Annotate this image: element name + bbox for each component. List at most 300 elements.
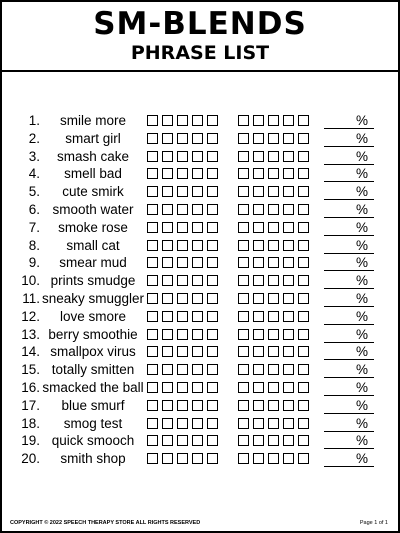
trial-checkbox[interactable]	[207, 186, 218, 197]
trial-checkbox-group	[238, 275, 313, 287]
trial-checkbox[interactable]	[283, 346, 294, 357]
trial-checkbox[interactable]	[253, 275, 264, 286]
trial-checkbox[interactable]	[298, 382, 309, 393]
item-number: 20.	[21, 451, 40, 467]
trial-checkbox-group	[147, 364, 222, 376]
trial-checkbox[interactable]	[298, 293, 309, 304]
trial-checkbox-group	[238, 311, 313, 323]
trial-checkbox-group	[238, 257, 313, 269]
trial-checkbox[interactable]	[298, 168, 309, 179]
item-number: 10.	[21, 273, 40, 289]
trial-checkbox[interactable]	[147, 453, 158, 464]
trial-checkbox[interactable]	[238, 382, 249, 393]
trial-checkbox[interactable]	[268, 133, 279, 144]
trial-checkbox[interactable]	[268, 257, 279, 268]
trial-checkbox[interactable]	[177, 186, 188, 197]
trial-checkbox[interactable]	[207, 435, 218, 446]
trial-checkbox[interactable]	[253, 418, 264, 429]
trial-checkbox-group	[238, 222, 313, 234]
trial-checkbox[interactable]	[253, 435, 264, 446]
trial-checkbox[interactable]	[162, 204, 173, 215]
trial-checkbox[interactable]	[298, 222, 309, 233]
item-number: 3.	[28, 148, 40, 164]
trial-checkbox[interactable]	[177, 168, 188, 179]
trial-checkbox[interactable]	[177, 204, 188, 215]
trial-checkbox[interactable]	[238, 364, 249, 375]
trial-checkbox[interactable]	[253, 186, 264, 197]
trial-checkbox[interactable]	[192, 240, 203, 251]
trial-checkbox[interactable]	[147, 133, 158, 144]
item-number: 15.	[21, 362, 40, 378]
trial-checkbox[interactable]	[283, 382, 294, 393]
trial-checkbox[interactable]	[162, 418, 173, 429]
trial-checkbox[interactable]	[253, 151, 264, 162]
item-number: 19.	[21, 433, 40, 449]
phrase-row	[2, 112, 398, 130]
phrase-text: blue smurf	[61, 397, 125, 413]
percent-symbol: %	[355, 433, 368, 449]
trial-checkbox[interactable]	[268, 382, 279, 393]
phrase-row	[2, 308, 398, 326]
trial-checkbox[interactable]	[177, 240, 188, 251]
phrase-text: smile more	[59, 113, 126, 128]
trial-checkbox[interactable]	[207, 240, 218, 251]
trial-checkbox[interactable]	[147, 115, 158, 126]
trial-checkbox[interactable]	[147, 400, 158, 411]
trial-checkbox[interactable]	[207, 364, 218, 375]
trial-checkbox[interactable]	[238, 453, 249, 464]
trial-checkbox[interactable]	[253, 346, 264, 357]
trial-checkbox[interactable]	[177, 453, 188, 464]
page-subtitle: PHRASE LIST	[130, 42, 270, 64]
trial-checkbox[interactable]	[298, 329, 309, 340]
phrase-row	[2, 130, 398, 148]
item-number: 14.	[21, 344, 40, 360]
item-number: 13.	[21, 326, 40, 342]
trial-checkbox[interactable]	[192, 346, 203, 357]
trial-checkbox[interactable]	[147, 204, 158, 215]
phrase-text: cute smirk	[62, 184, 124, 200]
trial-checkbox-group	[238, 133, 313, 145]
item-number: 16.	[21, 380, 40, 395]
percent-symbol: %	[355, 397, 368, 413]
phrase-text: sneaky smuggler	[42, 291, 145, 306]
trial-checkbox[interactable]	[238, 133, 249, 144]
trial-checkbox[interactable]	[238, 400, 249, 411]
trial-checkbox[interactable]	[162, 222, 173, 233]
trial-checkbox[interactable]	[162, 168, 173, 179]
trial-checkbox[interactable]	[177, 293, 188, 304]
trial-checkbox[interactable]	[238, 240, 249, 251]
trial-checkbox[interactable]	[298, 453, 309, 464]
trial-checkbox[interactable]	[162, 400, 173, 411]
trial-checkbox-group	[238, 346, 313, 358]
phrase-text: smell bad	[64, 166, 122, 182]
trial-checkbox-group	[238, 435, 313, 447]
trial-checkbox[interactable]	[207, 453, 218, 464]
trial-checkbox[interactable]	[268, 435, 279, 446]
trial-checkbox[interactable]	[268, 453, 279, 464]
phrase-text: berry smoothie	[48, 326, 138, 342]
trial-checkbox[interactable]	[238, 435, 249, 446]
trial-checkbox[interactable]	[283, 240, 294, 251]
phrase-text: prints smudge	[50, 273, 136, 289]
trial-checkbox[interactable]	[283, 168, 294, 179]
trial-checkbox[interactable]	[177, 364, 188, 375]
trial-checkbox[interactable]	[253, 382, 264, 393]
trial-checkbox[interactable]	[283, 418, 294, 429]
trial-checkbox[interactable]	[192, 222, 203, 233]
phrase-row	[2, 219, 398, 237]
trial-checkbox[interactable]	[162, 186, 173, 197]
trial-checkbox[interactable]	[177, 115, 188, 126]
percent-symbol: %	[355, 184, 368, 200]
trial-checkbox-group	[147, 453, 222, 465]
trial-checkbox[interactable]	[162, 435, 173, 446]
trial-checkbox[interactable]	[253, 204, 264, 215]
trial-checkbox[interactable]	[207, 151, 218, 162]
trial-checkbox[interactable]	[268, 311, 279, 322]
trial-checkbox[interactable]	[177, 311, 188, 322]
trial-checkbox[interactable]	[162, 329, 173, 340]
trial-checkbox[interactable]	[207, 293, 218, 304]
trial-checkbox[interactable]	[192, 186, 203, 197]
percent-symbol: %	[355, 273, 368, 289]
phrase-text: smash cake	[56, 148, 130, 164]
trial-checkbox[interactable]	[298, 133, 309, 144]
trial-checkbox-group	[238, 364, 313, 376]
trial-checkbox[interactable]	[162, 364, 173, 375]
phrase-row	[2, 290, 398, 308]
trial-checkbox[interactable]	[147, 329, 158, 340]
trial-checkbox[interactable]	[192, 311, 203, 322]
trial-checkbox[interactable]	[147, 435, 158, 446]
percent-symbol: %	[355, 219, 368, 235]
trial-checkbox[interactable]	[268, 329, 279, 340]
trial-checkbox-group	[147, 293, 222, 305]
item-number: 5.	[28, 184, 40, 200]
trial-checkbox[interactable]	[283, 222, 294, 233]
trial-checkbox[interactable]	[147, 151, 158, 162]
trial-checkbox[interactable]	[268, 293, 279, 304]
trial-checkbox[interactable]	[177, 400, 188, 411]
trial-checkbox[interactable]	[177, 257, 188, 268]
trial-checkbox[interactable]	[298, 435, 309, 446]
page-title: SM-BLENDS	[93, 6, 307, 42]
trial-checkbox-group	[147, 133, 222, 145]
trial-checkbox-group	[147, 186, 222, 198]
percent-symbol: %	[355, 166, 368, 182]
phrase-row	[2, 432, 398, 450]
trial-checkbox[interactable]	[207, 257, 218, 268]
trial-checkbox[interactable]	[298, 204, 309, 215]
trial-checkbox[interactable]	[147, 293, 158, 304]
trial-checkbox[interactable]	[283, 186, 294, 197]
trial-checkbox[interactable]	[147, 311, 158, 322]
phrase-text: smoke rose	[58, 219, 128, 235]
trial-checkbox[interactable]	[177, 329, 188, 340]
trial-checkbox[interactable]	[268, 346, 279, 357]
trial-checkbox[interactable]	[268, 400, 279, 411]
item-number: 18.	[21, 415, 40, 431]
trial-checkbox[interactable]	[283, 151, 294, 162]
trial-checkbox[interactable]	[298, 364, 309, 375]
trial-checkbox[interactable]	[253, 293, 264, 304]
trial-checkbox[interactable]	[162, 382, 173, 393]
trial-checkbox-group	[147, 329, 222, 341]
trial-checkbox[interactable]	[192, 275, 203, 286]
trial-checkbox[interactable]	[177, 275, 188, 286]
trial-checkbox[interactable]	[207, 168, 218, 179]
percent-symbol: %	[355, 148, 368, 164]
percent-symbol: %	[355, 113, 368, 128]
trial-checkbox[interactable]	[238, 186, 249, 197]
trial-checkbox[interactable]	[177, 222, 188, 233]
trial-checkbox[interactable]	[268, 186, 279, 197]
trial-checkbox[interactable]	[162, 311, 173, 322]
trial-checkbox[interactable]	[207, 204, 218, 215]
phrase-row	[2, 450, 398, 468]
phrase-row	[2, 237, 398, 255]
trial-checkbox[interactable]	[298, 257, 309, 268]
trial-checkbox[interactable]	[238, 151, 249, 162]
trial-checkbox[interactable]	[207, 222, 218, 233]
phrase-text: smog test	[63, 415, 123, 431]
phrase-text: small cat	[66, 237, 120, 253]
trial-checkbox[interactable]	[253, 168, 264, 179]
percent-symbol: %	[355, 326, 368, 342]
percent-symbol: %	[355, 255, 368, 271]
trial-checkbox[interactable]	[268, 204, 279, 215]
trial-checkbox-group	[147, 222, 222, 234]
trial-checkbox-group	[147, 346, 222, 358]
trial-checkbox[interactable]	[268, 364, 279, 375]
phrase-row	[2, 148, 398, 166]
trial-checkbox-group	[238, 329, 313, 341]
trial-checkbox[interactable]	[283, 400, 294, 411]
trial-checkbox[interactable]	[147, 364, 158, 375]
trial-checkbox[interactable]	[253, 364, 264, 375]
phrase-row	[2, 254, 398, 272]
trial-checkbox[interactable]	[177, 435, 188, 446]
trial-checkbox[interactable]	[268, 418, 279, 429]
phrase-text: totally smitten	[51, 362, 135, 378]
trial-checkbox[interactable]	[253, 400, 264, 411]
percent-symbol: %	[355, 344, 368, 360]
trial-checkbox-group	[147, 400, 222, 412]
trial-checkbox[interactable]	[147, 418, 158, 429]
trial-checkbox[interactable]	[162, 346, 173, 357]
trial-checkbox[interactable]	[177, 418, 188, 429]
percent-symbol: %	[355, 451, 368, 467]
trial-checkbox[interactable]	[283, 133, 294, 144]
percent-symbol: %	[355, 202, 368, 217]
item-number: 7.	[28, 219, 40, 235]
trial-checkbox[interactable]	[298, 418, 309, 429]
trial-checkbox[interactable]	[147, 240, 158, 251]
trial-checkbox[interactable]	[162, 151, 173, 162]
trial-checkbox[interactable]	[298, 240, 309, 251]
trial-checkbox[interactable]	[238, 293, 249, 304]
trial-checkbox[interactable]	[238, 222, 249, 233]
trial-checkbox[interactable]	[253, 311, 264, 322]
trial-checkbox[interactable]	[162, 133, 173, 144]
trial-checkbox[interactable]	[283, 204, 294, 215]
trial-checkbox[interactable]	[283, 311, 294, 322]
trial-checkbox[interactable]	[192, 204, 203, 215]
trial-checkbox-group	[238, 168, 313, 180]
phrase-row	[2, 165, 398, 183]
header	[2, 2, 398, 72]
trial-checkbox[interactable]	[192, 453, 203, 464]
trial-checkbox[interactable]	[268, 222, 279, 233]
phrase-row	[2, 183, 398, 201]
phrase-text: love smore	[59, 308, 127, 324]
trial-checkbox-group	[238, 115, 313, 127]
trial-checkbox[interactable]	[268, 240, 279, 251]
trial-checkbox[interactable]	[147, 168, 158, 179]
trial-checkbox-group	[147, 418, 222, 430]
trial-checkbox[interactable]	[177, 382, 188, 393]
trial-checkbox[interactable]	[283, 275, 294, 286]
trial-checkbox[interactable]	[238, 329, 249, 340]
trial-checkbox[interactable]	[283, 115, 294, 126]
trial-checkbox[interactable]	[238, 418, 249, 429]
item-number: 4.	[28, 166, 40, 182]
trial-checkbox[interactable]	[298, 275, 309, 286]
trial-checkbox-group	[147, 275, 222, 287]
trial-checkbox[interactable]	[192, 364, 203, 375]
trial-checkbox[interactable]	[268, 115, 279, 126]
trial-checkbox[interactable]	[147, 275, 158, 286]
percent-symbol: %	[355, 291, 368, 306]
trial-checkbox-group	[147, 168, 222, 180]
percent-symbol: %	[355, 237, 368, 253]
trial-checkbox[interactable]	[283, 293, 294, 304]
trial-checkbox[interactable]	[238, 275, 249, 286]
trial-checkbox[interactable]	[192, 329, 203, 340]
trial-checkbox[interactable]	[162, 275, 173, 286]
trial-checkbox[interactable]	[238, 311, 249, 322]
trial-checkbox[interactable]	[283, 364, 294, 375]
trial-checkbox[interactable]	[283, 257, 294, 268]
trial-checkbox[interactable]	[192, 382, 203, 393]
trial-checkbox[interactable]	[207, 346, 218, 357]
trial-checkbox[interactable]	[268, 168, 279, 179]
phrase-row	[2, 343, 398, 361]
trial-checkbox[interactable]	[162, 115, 173, 126]
trial-checkbox-group	[238, 418, 313, 430]
trial-checkbox[interactable]	[253, 240, 264, 251]
trial-checkbox[interactable]	[283, 435, 294, 446]
phrase-row	[2, 326, 398, 344]
trial-checkbox[interactable]	[162, 293, 173, 304]
trial-checkbox[interactable]	[253, 133, 264, 144]
trial-checkbox[interactable]	[283, 453, 294, 464]
trial-checkbox[interactable]	[207, 115, 218, 126]
trial-checkbox[interactable]	[147, 382, 158, 393]
trial-checkbox[interactable]	[253, 329, 264, 340]
trial-checkbox[interactable]	[283, 329, 294, 340]
trial-checkbox[interactable]	[147, 257, 158, 268]
trial-checkbox[interactable]	[162, 453, 173, 464]
trial-checkbox[interactable]	[177, 151, 188, 162]
trial-checkbox-group	[147, 257, 222, 269]
trial-checkbox[interactable]	[238, 346, 249, 357]
trial-checkbox-group	[238, 400, 313, 412]
trial-checkbox[interactable]	[162, 257, 173, 268]
trial-checkbox[interactable]	[238, 257, 249, 268]
trial-checkbox[interactable]	[207, 133, 218, 144]
trial-checkbox[interactable]	[147, 346, 158, 357]
trial-checkbox[interactable]	[192, 400, 203, 411]
trial-checkbox[interactable]	[147, 186, 158, 197]
trial-checkbox[interactable]	[192, 133, 203, 144]
trial-checkbox[interactable]	[177, 133, 188, 144]
trial-checkbox[interactable]	[192, 168, 203, 179]
trial-checkbox[interactable]	[177, 346, 188, 357]
phrase-text: quick smooch	[51, 433, 135, 449]
trial-checkbox-group	[238, 382, 313, 394]
trial-checkbox[interactable]	[298, 151, 309, 162]
trial-checkbox[interactable]	[162, 240, 173, 251]
trial-checkbox[interactable]	[238, 168, 249, 179]
trial-checkbox[interactable]	[192, 115, 203, 126]
phrase-text: smart girl	[65, 130, 121, 146]
trial-checkbox[interactable]	[253, 222, 264, 233]
phrase-text: smooth water	[52, 202, 134, 217]
trial-checkbox[interactable]	[207, 418, 218, 429]
trial-checkbox-group	[238, 151, 313, 163]
trial-checkbox[interactable]	[253, 257, 264, 268]
trial-checkbox[interactable]	[192, 257, 203, 268]
trial-checkbox[interactable]	[268, 151, 279, 162]
item-number: 17.	[21, 397, 40, 413]
trial-checkbox[interactable]	[253, 453, 264, 464]
trial-checkbox[interactable]	[298, 346, 309, 357]
trial-checkbox[interactable]	[192, 293, 203, 304]
trial-checkbox[interactable]	[207, 400, 218, 411]
trial-checkbox[interactable]	[298, 400, 309, 411]
trial-checkbox-group	[238, 240, 313, 252]
trial-checkbox[interactable]	[207, 329, 218, 340]
trial-checkbox[interactable]	[147, 222, 158, 233]
trial-checkbox-group	[147, 382, 222, 394]
trial-checkbox[interactable]	[238, 115, 249, 126]
trial-checkbox[interactable]	[207, 311, 218, 322]
trial-checkbox[interactable]	[192, 435, 203, 446]
trial-checkbox-group	[147, 311, 222, 323]
trial-checkbox[interactable]	[298, 311, 309, 322]
trial-checkbox[interactable]	[268, 275, 279, 286]
trial-checkbox[interactable]	[207, 275, 218, 286]
trial-checkbox[interactable]	[298, 186, 309, 197]
trial-checkbox[interactable]	[192, 418, 203, 429]
phrase-text: smacked the ball	[42, 380, 144, 395]
percent-symbol: %	[355, 362, 368, 378]
phrase-row	[2, 397, 398, 415]
trial-checkbox[interactable]	[298, 115, 309, 126]
trial-checkbox[interactable]	[238, 204, 249, 215]
trial-checkbox-group	[147, 115, 222, 127]
trial-checkbox-group	[147, 151, 222, 163]
trial-checkbox[interactable]	[253, 115, 264, 126]
trial-checkbox[interactable]	[192, 151, 203, 162]
percent-symbol: %	[355, 130, 368, 146]
trial-checkbox[interactable]	[207, 382, 218, 393]
phrase-text: smear mud	[59, 255, 127, 271]
trial-checkbox-group	[147, 204, 222, 216]
